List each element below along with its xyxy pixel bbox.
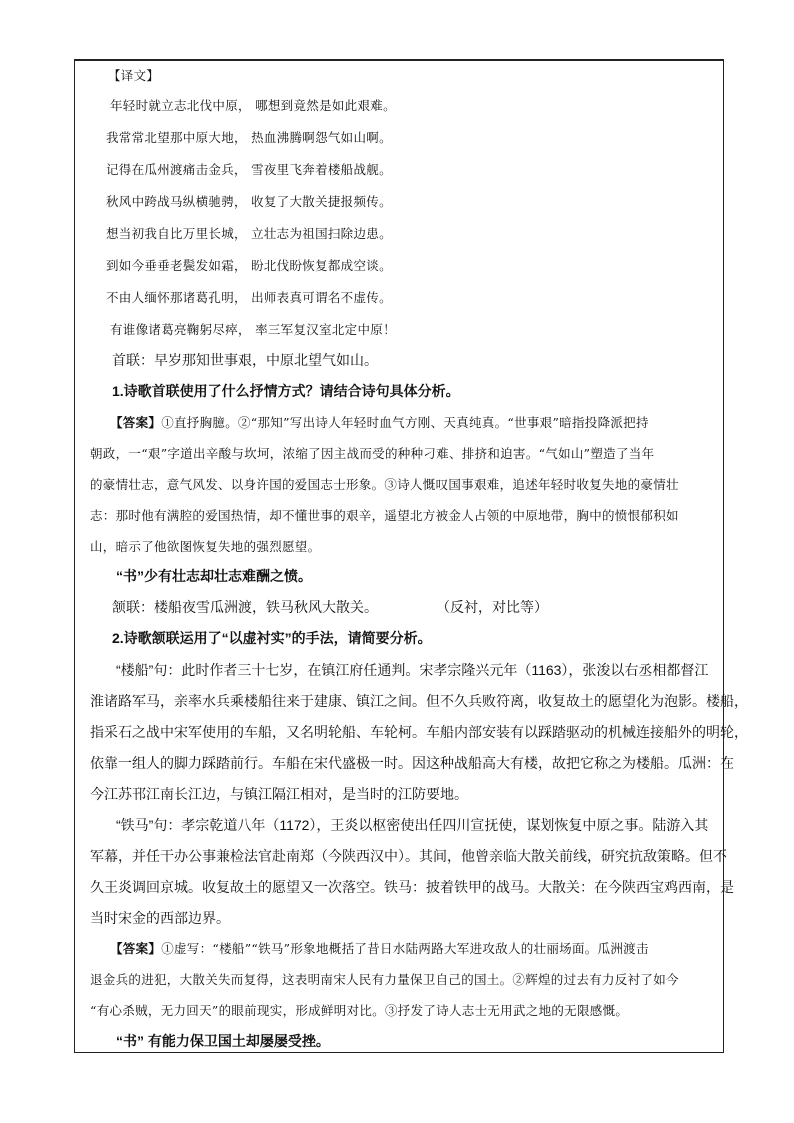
- q1-answer-line: 志：那时他有满腔的爱国热情，却不懂世事的艰辛，遥望北方被金人占领的中原地带，胸中的愤恨郁积如: [90, 508, 679, 523]
- q2-answer-line: “有心杀贼，无力回天”的眼前现实，形成鲜明对比。③抒发了诗人志士无用武之地的无限感慨。: [90, 1003, 629, 1018]
- translation-line: 秋风中跨战马纵横驰骋， 收复了大散关捷报频传。: [106, 194, 392, 209]
- translation-line: 有谁像诸葛亮鞠躬尽瘁， 率三军复汉室北定中原！: [110, 322, 396, 337]
- q1-answer-line-1: 【答案】①直抒胸臆。②“那知”写出诗人年轻时血气方刚、天真纯真。“世事艰”暗指投降派把持: [110, 415, 649, 430]
- translation-heading: 【译文】: [108, 68, 160, 83]
- loufen-line: 指采石之战中宋军使用的车船，又名明轮船、车轮柯。车船内部安装有以踩踏驱动的机械连接船外的明轮，: [90, 724, 748, 740]
- loufen-line: 依靠一组人的脚力踩踏前行。车船在宋代盛极一时。因这种战船高大有楼，故把它称之为楼船。瓜洲：在: [90, 755, 734, 771]
- shoulian-line: 首联：早岁那知世事艰，中原北望气如山。: [112, 352, 378, 368]
- translation-line: 想当初我自比万里长城， 立壮志为祖国扫除边患。: [106, 226, 392, 241]
- q1-answer-line: 朝政，一“艰”字道出辛酸与坎坷，浓缩了因主战而受的种种刁难、排挤和迫害。“气如山”塑造了当年: [90, 446, 655, 461]
- loufen-line: “楼船”句：此时作者三十七岁，在镇江府任通判。宋孝宗隆兴元年（1163），张浚以右丞相都督江: [116, 662, 709, 678]
- q2-answer-line-1: 【答案】①虚写：“楼船”“铁马”形象地概括了昔日水陆两路大军进攻敌人的壮丽场面。瓜洲渡击: [110, 941, 649, 956]
- loufen-line: 淮诸路军马，亲率水兵乘楼船往来于建康、镇江之间。但不久兵败符离，收复故土的愿望化为泡影。楼船，: [90, 693, 748, 709]
- answer-label: 【答案】: [110, 416, 162, 430]
- tiema-line: 久王炎调回京城。收复故土的愿望又一次落空。铁马：披着铁甲的战马。大散关：在今陕西宝鸡西南，是: [90, 879, 734, 895]
- translation-line: 年轻时就立志北伐中原， 哪想到竟然是如此艰难。: [110, 98, 396, 113]
- tiema-line: “铁马”句：孝宗乾道八年（1172），王炎以枢密使出任四川宣抚使，谋划恢复中原之事。陆游入其: [116, 817, 709, 833]
- shu-note-1: “书”少有壮志却壮志难酬之愤。: [116, 568, 312, 584]
- loufen-line: 今江苏邗江南长江边，与镇江隔江相对，是当时的江防要地。: [90, 786, 468, 802]
- q1-answer-line: 的豪情壮志，意气风发、以身许国的爱国志士形象。③诗人慨叹国事艰难，追述年轻时收复失地的豪情壮: [90, 477, 679, 492]
- q1-answer-line: 山，暗示了他欲图恢复失地的强烈愿望。: [90, 539, 321, 554]
- tiema-line: 当时宋金的西部边界。: [90, 910, 230, 926]
- table-top-line: [75, 60, 723, 61]
- shu-note-2: “书” 有能力保卫国土却屡屡受挫。: [116, 1033, 330, 1049]
- translation-line: 我常常北望那中原大地， 热血沸腾啊怨气如山啊。: [106, 130, 392, 145]
- tiema-line: 军幕，并任干办公事兼检法官赴南郑（今陕西汉中）。其间，他曾亲临大散关前线，研究抗敌策略。但不: [90, 848, 727, 864]
- translation-line: 不由人缅怀那诸葛孔明， 出师表真可谓名不虚传。: [106, 290, 392, 305]
- hanlian-line: 颔联：楼船夜雪瓜洲渡，铁马秋风大散关。: [112, 599, 378, 615]
- translation-line: 到如今垂垂老鬓发如霜， 盼北伐盼恢复都成空谈。: [106, 258, 392, 273]
- question-1: 1.诗歌首联使用了什么抒情方式？请结合诗句具体分析。: [112, 383, 460, 399]
- hanlian-note: （反衬，对比等）: [436, 599, 548, 615]
- q2-answer-line: 退金兵的进犯，大散关失而复得，这表明南宋人民有力量保卫自己的国土。②辉煌的过去有力反衬了如今: [90, 972, 679, 987]
- question-2: 2.诗歌颔联运用了“以虚衬实”的手法，请简要分析。: [112, 630, 432, 646]
- translation-line: 记得在瓜州渡痛击金兵， 雪夜里飞奔着楼船战舰。: [106, 162, 392, 177]
- answer-label: 【答案】: [110, 942, 162, 956]
